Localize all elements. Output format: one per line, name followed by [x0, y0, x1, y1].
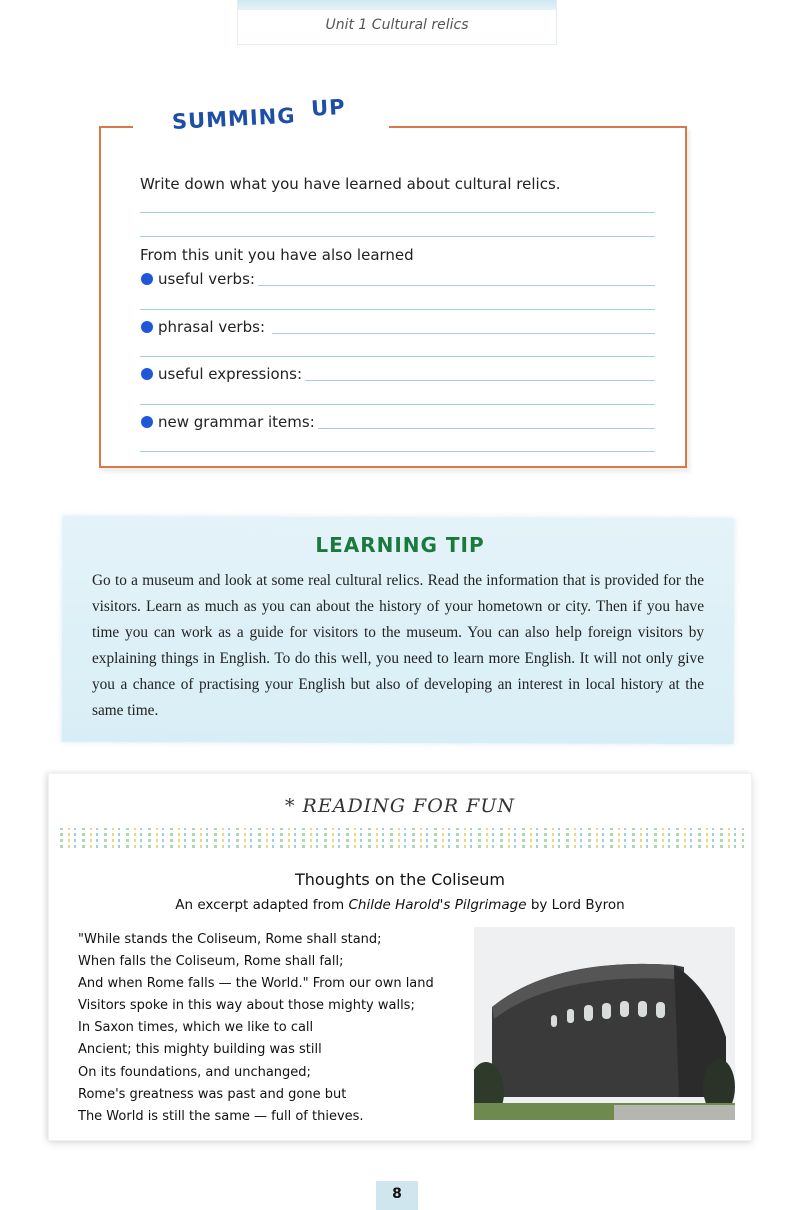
poem-line: In Saxon times, which we like to call — [78, 1020, 314, 1036]
poem-subtitle — [0, 897, 800, 913]
subtitle-suffix: by Lord Byron — [526, 897, 625, 913]
reading-for-fun-title: * READING FOR FUN — [285, 795, 515, 817]
poem-line: Rome's greatness was past and gone but — [78, 1086, 347, 1102]
bullet-label: useful verbs: — [158, 270, 255, 288]
poem-line: The World is still the same — full of thieves. — [78, 1108, 364, 1124]
bullet-label: new grammar items: — [158, 413, 315, 431]
subtitle-prefix: An excerpt adapted from — [175, 897, 349, 913]
floral-divider — [60, 828, 744, 848]
unit-title: Unit 1 Cultural relics — [325, 17, 469, 33]
writing-line[interactable] — [305, 380, 655, 381]
bullet-dot-icon — [141, 321, 153, 333]
writing-line[interactable] — [140, 212, 655, 213]
writing-line[interactable] — [140, 309, 655, 310]
bullet-phrasal-verbs — [141, 318, 265, 336]
poem-line: And when Rome falls — the World." From our own land — [78, 976, 434, 992]
poem-line: On its foundations, and unchanged; — [78, 1064, 311, 1080]
poem-line: Ancient; this mighty building was still — [78, 1042, 322, 1058]
also-learned-label: From this unit you have also learned — [140, 246, 414, 264]
poem-title: Thoughts on the Coliseum — [295, 870, 505, 889]
summing-title-word1: SUMMING — [171, 103, 297, 134]
summing-title-word2: UP — [310, 94, 347, 121]
bullet-dot-icon — [141, 273, 153, 285]
bullet-dot-icon — [141, 368, 153, 380]
bullet-label: phrasal verbs: — [158, 318, 265, 336]
bullet-new-grammar-items — [141, 413, 315, 431]
page-number: 8 — [376, 1181, 418, 1210]
bullet-label: useful expressions: — [158, 365, 303, 383]
poem-text — [78, 929, 478, 1128]
writing-line[interactable] — [318, 428, 655, 429]
poem-line: "While stands the Coliseum, Rome shall stand; — [78, 932, 382, 947]
coliseum-photo — [474, 927, 735, 1120]
summing-prompt: Write down what you have learned about cultural relics. — [140, 175, 561, 193]
writing-line[interactable] — [140, 404, 655, 405]
learning-tip-text: Go to a museum and look at some real cultural relics. Read the information that is provided for the visitors. Learn as much as you can about the history of your hometown or city. Then if you have time you can work as a guide for visitors to the museum. You can also help foreign visitors by explaining things in English. To do this well, you need to learn more English. It will not only give you a chance of practising your English but also of developing an interest in local history at the same time. — [92, 572, 704, 719]
writing-line[interactable] — [258, 285, 655, 286]
header-strip — [238, 0, 556, 10]
writing-line[interactable] — [140, 356, 655, 357]
writing-line[interactable] — [272, 333, 655, 334]
box-top-border-right — [389, 126, 687, 128]
learning-tip-title: LEARNING TIP — [315, 533, 485, 557]
writing-line[interactable] — [140, 451, 655, 452]
bullet-useful-verbs — [141, 270, 255, 288]
writing-line[interactable] — [140, 236, 655, 237]
box-top-border-left — [99, 126, 133, 128]
poem-line: When falls the Coliseum, Rome shall fall; — [78, 954, 344, 970]
coliseum-illustration — [474, 927, 735, 1120]
bullet-useful-expressions — [141, 365, 302, 383]
poem-line: Visitors spoke in this way about those mighty walls; — [78, 998, 415, 1014]
bullet-dot-icon — [141, 416, 153, 428]
unit-header-tab — [237, 0, 557, 45]
subtitle-work: Childe Harold's Pilgrimage — [348, 897, 527, 913]
